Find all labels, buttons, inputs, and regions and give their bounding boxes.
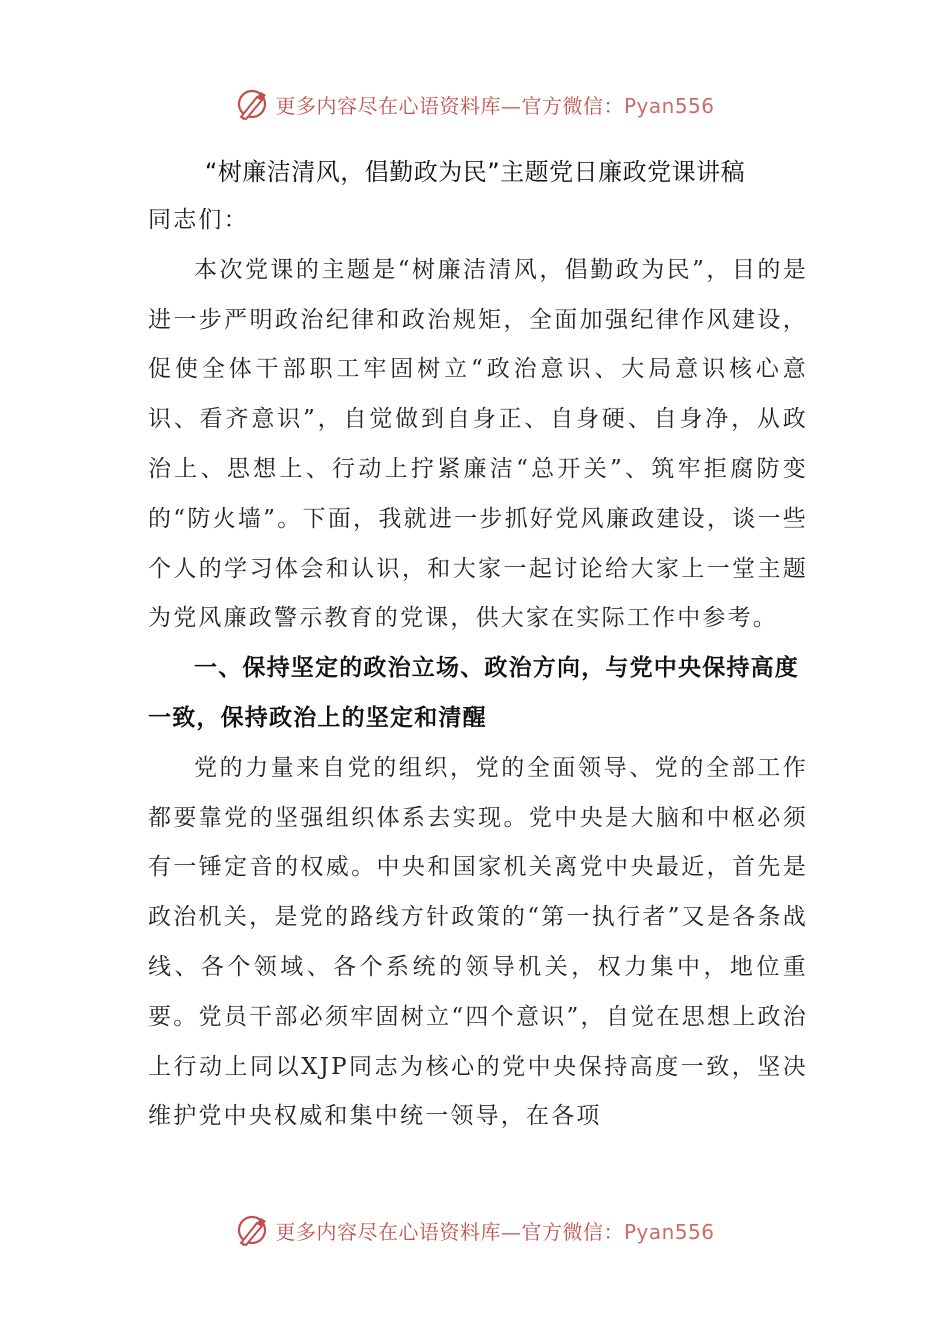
watermark-wechat-id: Pyan556 [623, 93, 715, 118]
greeting: 同志们： [148, 207, 249, 233]
document-body [148, 196, 808, 1142]
watermark-wechat-id: Pyan556 [623, 1219, 715, 1244]
section-1-heading: 一、保持坚定的政治立场、政治方向，与党中央保持高度一致，保持政治上的坚定和清醒 [148, 655, 799, 731]
pen-logo-icon [235, 87, 269, 121]
section-1-paragraph: 党的力量来自党的组织，党的全面领导、党的全部工作都要靠党的坚强组织体系去实现。党中央是大脑和中枢必须有一锤定音的权威。中央和国家机关离党中央最近，首先是政治机关，是党的路线方针政策的“第一执行者”又是各条战线、各个领域、各个系统的领导机关，权力集中，地位重要。党员干部必须牢固树立“四个意识”，自觉在思想上政治上行动上同以XJP同志为核心的党中央保持高度一致，坚决维护党中央权威和集中统一领导，在各项 [148, 754, 808, 1130]
footer-watermark [0, 1210, 950, 1250]
intro-paragraph: 本次党课的主题是“树廉洁清风，倡勤政为民”，目的是进一步严明政治纪律和政治规矩，全面加强纪律作风建设，促使全体干部职工牢固树立“政治意识、大局意识核心意识、看齐意识”，自觉做到自身正、自身硬、自身净，从政治上、思想上、行动上拧紧廉洁“总开关”、筑牢拒腐防变的“防火墙”。下面，我就进一步抓好党风廉政建设，谈一些个人的学习体会和认识，和大家一起讨论给大家上一堂主题为党风廉政警示教育的党课，供大家在实际工作中参考。 [148, 256, 808, 632]
document-title: “树廉洁清风，倡勤政为民”主题党日廉政党课讲稿 [204, 158, 746, 186]
watermark-text: 更多内容尽在心语资料库—官方微信： [275, 1219, 624, 1244]
pen-logo-icon [235, 1213, 269, 1247]
watermark-text: 更多内容尽在心语资料库—官方微信： [275, 93, 624, 118]
header-watermark [0, 84, 950, 124]
